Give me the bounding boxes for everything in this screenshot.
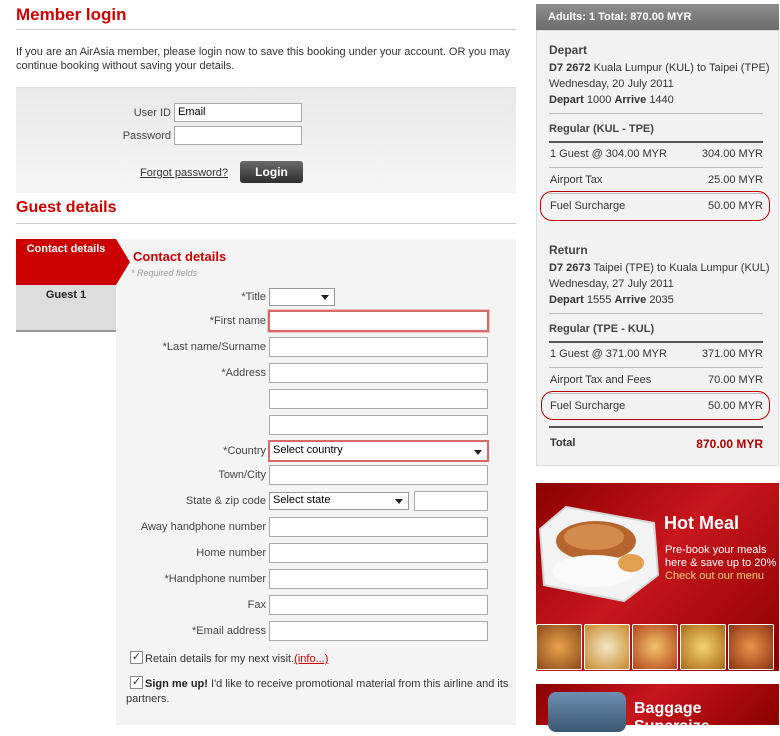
return-depart-time: 1555 — [586, 294, 612, 306]
state-zip-label: State & zip code — [185, 495, 266, 507]
handphone-label: *Handphone number — [164, 573, 266, 585]
retain-details-checkbox[interactable]: ✓ — [131, 651, 142, 663]
return-tax-row — [550, 374, 763, 388]
suitcase-icon — [548, 692, 626, 732]
title-select[interactable] — [269, 288, 335, 306]
fax-input[interactable] — [269, 595, 488, 615]
row-divider — [549, 367, 763, 368]
depart-date: Wednesday, 20 July 2011 — [549, 78, 674, 90]
depart-divider — [549, 113, 763, 114]
return-flight-number: D7 2673 — [549, 262, 591, 274]
return-fuel-row-label: Fuel Surcharge — [550, 400, 626, 412]
tab-active-arrow — [116, 239, 130, 285]
chevron-down-icon — [474, 450, 482, 455]
return-divider — [549, 313, 763, 314]
return-tax-row-value: 70.00 MYR — [707, 374, 763, 386]
handphone-input[interactable] — [269, 569, 488, 589]
hot-meal-banner[interactable] — [536, 483, 779, 671]
return-arrive-time: 2035 — [649, 294, 674, 306]
login-button[interactable]: Login — [240, 161, 303, 183]
retain-details-text: Retain details for my next visit. — [145, 653, 295, 665]
state-select-value: Select state — [273, 494, 331, 506]
total-row — [550, 437, 763, 453]
signup-text: I'd like to receive promotional material from this airline and its partners. — [126, 678, 509, 705]
required-note: * Required fields — [131, 268, 198, 278]
depart-times — [549, 93, 674, 108]
depart-fare-row-value: 304.00 MYR — [701, 148, 763, 160]
return-depart-label: Depart — [549, 294, 584, 306]
depart-flight-number: D7 2672 — [549, 62, 591, 74]
user-id-label: User ID — [133, 107, 171, 119]
depart-fuel-row — [550, 200, 763, 214]
hot-meal-title: Hot Meal — [664, 513, 740, 533]
return-route: Taipei (TPE) to Kuala Lumpur (KUL) — [590, 262, 770, 274]
return-fare-row-value: 371.00 MYR — [701, 348, 763, 360]
return-fare-title: Regular (TPE - KUL) — [549, 323, 655, 335]
address-line-3-input[interactable] — [269, 415, 488, 435]
zip-code-input[interactable] — [414, 491, 488, 511]
email-label: *Email address — [192, 625, 266, 637]
depart-tax-row-value: 25.00 MYR — [707, 174, 763, 186]
depart-heading: Depart — [549, 43, 588, 57]
tab-contact-details-label: Contact details — [26, 243, 106, 255]
depart-depart-time: 1000 — [586, 94, 612, 106]
total-value: 870.00 MYR — [696, 437, 763, 451]
depart-depart-label: Depart — [549, 94, 584, 106]
summary-header: Adults: 1 Total: 870.00 MYR — [536, 4, 779, 30]
home-phone-input[interactable] — [269, 543, 488, 563]
depart-fare-row-label: 1 Guest @ 304.00 MYR — [550, 148, 667, 160]
first-name-label: *First name — [209, 315, 266, 327]
return-times — [549, 293, 674, 308]
depart-arrive-label: Arrive — [614, 94, 647, 106]
town-label: Town/City — [218, 469, 266, 481]
away-phone-label: Away handphone number — [140, 521, 266, 533]
first-name-input[interactable] — [268, 310, 489, 332]
baggage-title: Baggage Supersize — [634, 700, 710, 735]
member-login-divider — [16, 29, 516, 30]
country-select[interactable] — [268, 440, 489, 462]
address-line-1-input[interactable] — [269, 363, 488, 383]
retain-details-label — [145, 653, 328, 665]
home-phone-label: Home number — [196, 547, 266, 559]
depart-fare-title: Regular (KUL - TPE) — [549, 123, 654, 135]
depart-fare-row — [550, 148, 763, 162]
row-divider — [549, 167, 763, 168]
hot-meal-link[interactable]: Check out our menu — [665, 570, 765, 582]
return-tax-row-label: Airport Tax and Fees — [550, 374, 652, 386]
return-heading: Return — [549, 243, 588, 257]
signup-label — [126, 677, 511, 707]
address-line-2-input[interactable] — [269, 389, 488, 409]
signup-bold-text: Sign me up! — [145, 678, 208, 690]
retain-info-link[interactable]: (info...) — [294, 653, 329, 665]
member-login-intro: If you are an AirAsia member, please login now to save this booking under your account. OR you may continue booking without saving your details. — [16, 46, 511, 72]
chevron-down-icon — [395, 499, 403, 504]
contact-form-title: Contact details — [133, 249, 227, 264]
total-divider — [549, 426, 763, 428]
return-arrive-label: Arrive — [614, 294, 647, 306]
depart-fare-divider — [549, 141, 763, 143]
user-id-input[interactable]: Email — [174, 103, 302, 122]
password-label: Password — [122, 130, 171, 142]
depart-arrive-time: 1440 — [649, 94, 674, 106]
food-thumbnail — [536, 624, 582, 670]
depart-route: Kuala Lumpur (KUL) to Taipei (TPE) — [590, 62, 770, 74]
food-thumbnail — [584, 624, 630, 670]
depart-flight-info — [549, 61, 779, 76]
guest-details-divider — [16, 223, 516, 224]
return-fare-divider — [549, 341, 763, 343]
return-fuel-row — [550, 400, 763, 414]
return-fare-row — [550, 348, 763, 362]
baggage-supersize-banner[interactable] — [536, 684, 779, 735]
hot-meal-image — [536, 489, 661, 609]
food-thumbnail — [632, 624, 678, 670]
title-label: *Title — [241, 291, 266, 303]
return-fuel-row-value: 50.00 MYR — [707, 400, 763, 412]
last-name-label: *Last name/Surname — [162, 341, 266, 353]
password-input[interactable] — [174, 126, 302, 145]
country-label: *Country — [223, 445, 266, 457]
away-phone-input[interactable] — [269, 517, 488, 537]
return-fare-row-label: 1 Guest @ 371.00 MYR — [550, 348, 667, 360]
guest-details-title: Guest details — [16, 199, 117, 216]
hot-meal-line-2: here & save up to 20% — [665, 557, 777, 569]
tab-contact-details[interactable] — [16, 239, 116, 285]
country-select-value: Select country — [273, 444, 343, 456]
member-login-title: Member login — [16, 5, 127, 24]
return-flight-info — [549, 261, 779, 276]
total-label: Total — [550, 437, 576, 449]
forgot-password-link[interactable]: Forgot password? — [140, 167, 229, 179]
chevron-down-icon — [321, 295, 329, 300]
depart-fuel-row-label: Fuel Surcharge — [550, 200, 626, 212]
town-input[interactable] — [269, 465, 488, 485]
last-name-input[interactable] — [269, 337, 488, 357]
tab-guest-1[interactable] — [16, 285, 116, 332]
depart-tax-row — [550, 174, 763, 188]
depart-tax-row-label: Airport Tax — [550, 174, 603, 186]
summary-panel — [536, 30, 779, 466]
login-form — [16, 87, 516, 193]
food-thumbnail — [680, 624, 726, 670]
food-thumbnail — [728, 624, 774, 670]
hot-meal-line-1: Pre-book your meals — [665, 544, 767, 556]
state-select[interactable] — [269, 492, 409, 510]
email-input[interactable] — [269, 621, 488, 641]
signup-checkbox[interactable]: ✓ — [131, 676, 142, 688]
fax-label: Fax — [247, 599, 266, 611]
return-date: Wednesday, 27 July 2011 — [549, 278, 674, 290]
depart-fuel-row-value: 50.00 MYR — [707, 200, 763, 212]
tab-guest-1-label: Guest 1 — [45, 289, 87, 301]
address-label: *Address — [221, 367, 266, 379]
